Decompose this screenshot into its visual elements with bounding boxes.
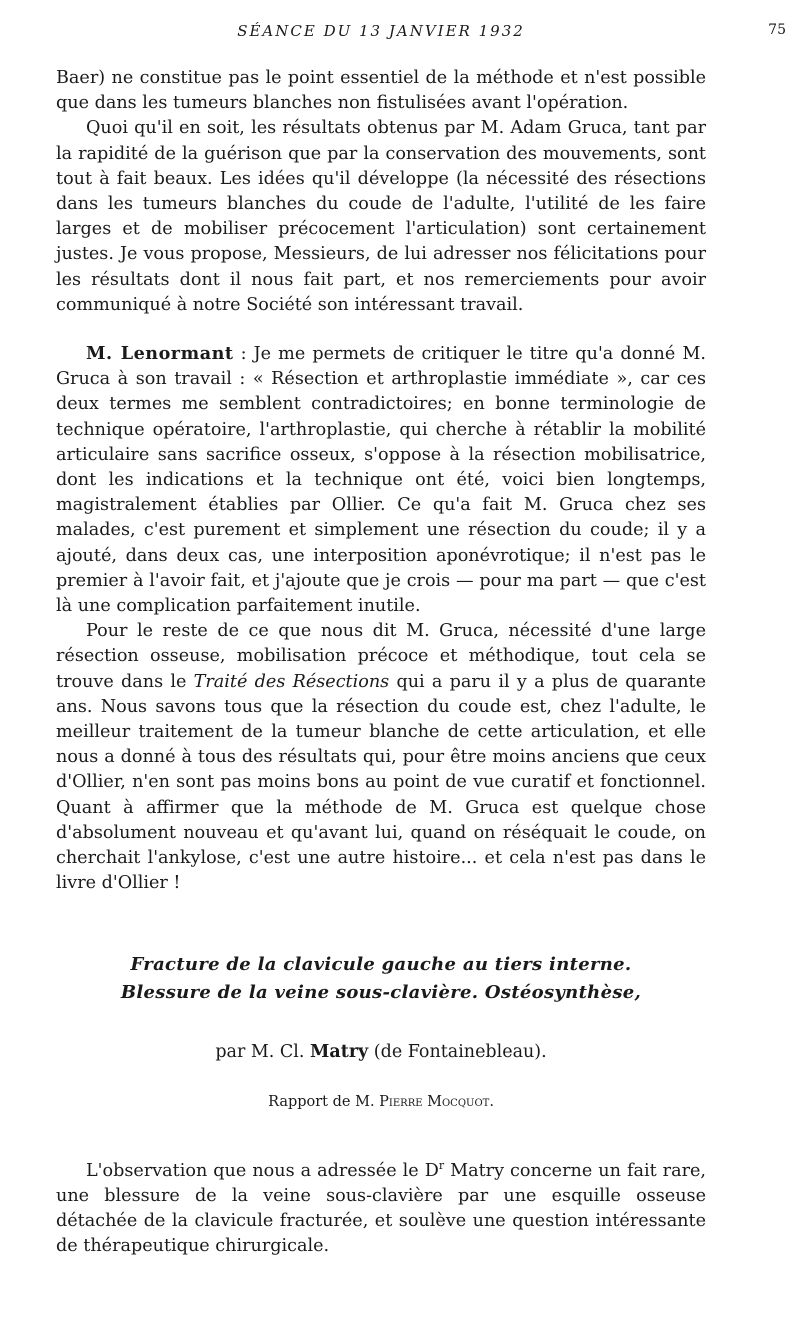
paragraph-conclusion: Quoi qu'il en soit, les résultats obtenus par M. Adam Gruca, tant par la rapidité de la guérison que par la conservation des mouvements, sont tout à fait beaux. Les idées qu'il développe (la nécessité des résections dans les tumeurs blanches du coude de l'adulte, l'utilité de les faire larges et de mobiliser précocement l'articulation) sont certainement justes. Je vous propose, Messieurs, de lui adresser nos félicitations pour les résultats dont il nous fait part, et nos remerciements pour avoir communiqué à notre Société son intéressant travail. — [56, 118, 706, 315]
observation-after: Matry concerne un fait rare, une blessure de la veine sous-clavière par une esquille osseuse détachée de la clavicule fracturée, et soulève une question intéressante de thérapeutique chirurgicale. — [56, 1160, 706, 1256]
observation-before: L'observation que nous a adressée le D — [86, 1160, 439, 1181]
author-prefix: par M. Cl. — [215, 1041, 311, 1062]
article-title — [56, 951, 706, 1007]
article-title-line-1: Fracture de la clavicule gauche au tiers interne. — [130, 953, 632, 975]
lenormant-text: : Je me permets de critiquer le titre qu'a donné M. Gruca à son travail : « Résection et arthroplastie immédiate », car ces deux termes me semblent contradictoires; en bonne terminologie de technique opératoire, l'arthroplastie, qui cherche à rétablir la mobilité articulaire sans sacrifice osseux, s'oppose à la résection mobilisatrice, dont les indications et la technique ont été, voici bien longtemps, magistralement établies par Ollier. Ce qu'a fait M. Gruca chez ses malades, c'est purement et simplement une résection du coude; il y a ajouté, dans deux cas, une interposition aponévrotique; il n'est pas le premier à l'avoir fait, et j'ajoute que je crois — pour ma part — que c'est là une complication parfaitement inutile. — [56, 344, 706, 617]
page-header — [56, 0, 786, 46]
running-head: SÉANCE DU 13 JANVIER 1932 — [237, 22, 525, 40]
body-text — [56, 66, 706, 897]
page-number: 75 — [768, 22, 786, 38]
reste-text-before: Pour le reste de ce que nous dit M. Gruca, nécessité d'une large résection osseuse, mobilisation précoce et méthodique, tout cela se trouve dans le — [56, 621, 706, 692]
report-suffix: . — [489, 1093, 494, 1110]
article-title-line-2: Blessure de la veine sous-clavière. Ostéosynthèse, — [120, 981, 642, 1003]
paragraph-continuation: Baer) ne constitue pas le point essentiel de la méthode et n'est possible que dans les tumeurs blanches non fistulisées avant l'opération. — [56, 68, 706, 114]
abstract — [56, 1153, 706, 1260]
paragraph-lenormant — [56, 341, 706, 619]
author-name: Matry — [310, 1041, 369, 1062]
author-suffix: (de Fontainebleau). — [368, 1041, 547, 1062]
paragraph-observation — [56, 1153, 706, 1260]
speaker-name: M. Lenormant — [86, 343, 234, 365]
report-line — [56, 1094, 706, 1110]
reste-text-after: qui a paru il y a plus de quarante ans. Nous savons tous que la résection du coude est, chez l'adulte, le meilleur traitement de la tumeur blanche de cette articulation, et elle nous a donné à tous des résultats qui, pour être moins anciens que ceux d'Ollier, n'en sont pas moins bons au point de vue curatif et fonctionnel. Quant à affirmer que la méthode de M. Gruca est quelque chose d'absolument nouveau et qu'avant lui, quand on réséquait le coude, on cherchait l'ankylose, c'est une autre histoire... et cela n'est pas dans le livre d'Ollier ! — [56, 671, 707, 894]
reporter-name: Pierre Mocquot — [379, 1093, 490, 1110]
author-line — [56, 1042, 706, 1062]
paragraph-reste — [56, 619, 706, 896]
report-prefix: Rapport de M. — [268, 1093, 380, 1110]
superscript-r: r — [438, 1158, 445, 1172]
book-title: Traité des Résections — [193, 671, 390, 692]
